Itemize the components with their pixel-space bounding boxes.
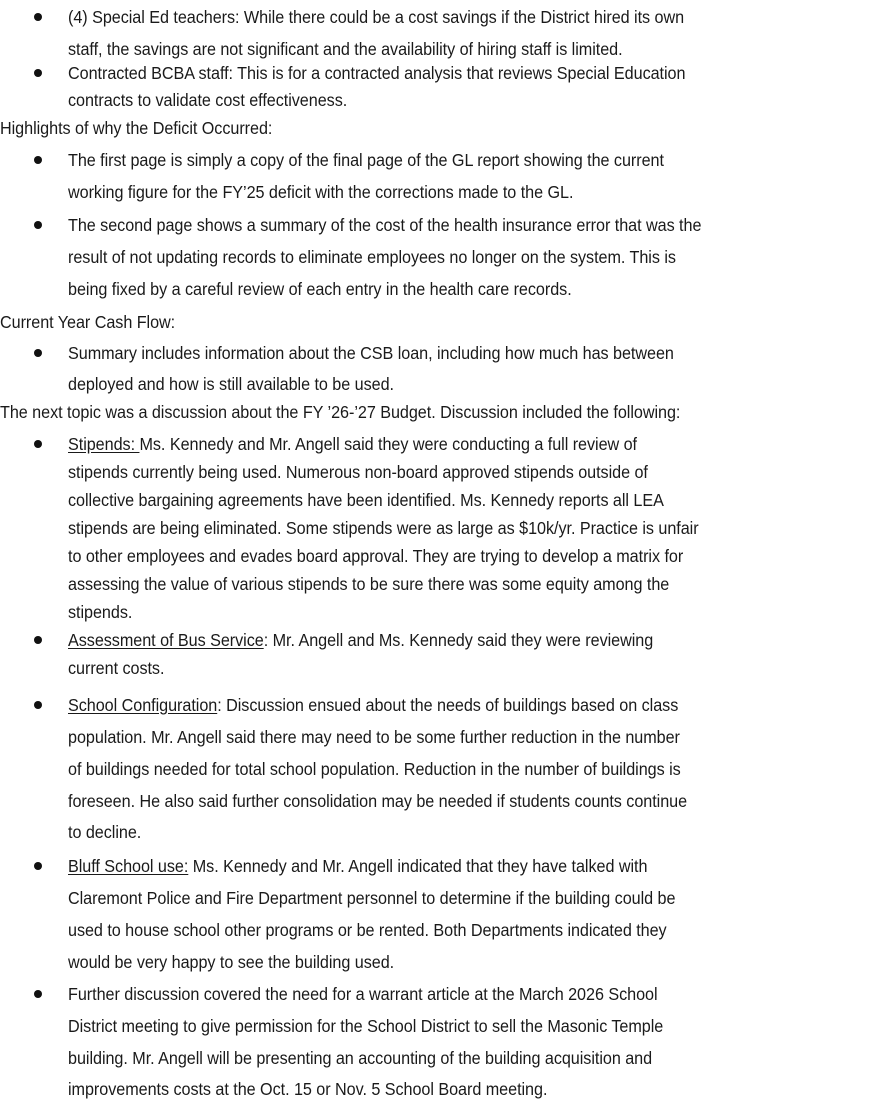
list-item-line: population. Mr. Angell said there may need to be some further reduction in the number (68, 727, 680, 747)
list-item-line: The first page is simply a copy of the final page of the GL report showing the current (68, 150, 664, 170)
list-item-line: being fixed by a careful review of each entry in the health care records. (68, 279, 572, 299)
list-item-line: stipends are being eliminated. Some stipends were as large as $10k/yr. Practice is unfair (68, 518, 699, 538)
item-text: Ms. Kennedy and Mr. Angell said they were conducting a full review of (139, 434, 638, 454)
bullet-icon (34, 13, 42, 21)
list-item-line: would be very happy to see the building used. (68, 952, 395, 972)
list-item-line (68, 432, 637, 456)
section-heading: The next topic was a discussion about the FY ’26-’27 Budget. Discussion included the following: (0, 402, 681, 422)
bullet-icon (34, 349, 42, 357)
list-item-line: result of not updating records to eliminate employees no longer on the system. This is (68, 247, 676, 267)
bullet-icon (34, 701, 42, 709)
list-item-line: to other employees and evades board approval. They are trying to develop a matrix for (68, 546, 684, 566)
list-item-line: current costs. (68, 658, 165, 678)
list-item-line (68, 628, 653, 652)
item-label-school-configuration: School Configuration (68, 695, 218, 715)
list-item-line: stipends currently being used. Numerous non-board approved stipends outside of (68, 462, 648, 482)
bullet-icon (34, 990, 42, 998)
list-item-line: contracts to validate cost effectiveness. (68, 90, 348, 110)
list-item-line: to decline. (68, 822, 142, 842)
item-label-bluff-school: Bluff School use: (68, 856, 189, 876)
item-text: Ms. Kennedy and Mr. Angell indicated that they have talked with (188, 856, 648, 876)
list-item-line: The second page shows a summary of the cost of the health insurance error that was the (68, 215, 702, 235)
list-item-line: assessing the value of various stipends to be sure there was some equity among the (68, 574, 670, 594)
list-item-line: working figure for the FY’25 deficit with the corrections made to the GL. (68, 182, 574, 202)
list-item-line: deployed and how is still available to be used. (68, 374, 394, 394)
bullet-icon (34, 636, 42, 644)
list-item-line: Claremont Police and Fire Department personnel to determine if the building could be (68, 888, 676, 908)
bullet-icon (34, 862, 42, 870)
list-item-line: of buildings needed for total school population. Reduction in the number of buildings is (68, 759, 681, 779)
list-item-line: (4) Special Ed teachers: While there could be a cost savings if the District hired its own (68, 7, 685, 27)
list-item-line: collective bargaining agreements have been identified. Ms. Kennedy reports all LEA (68, 490, 664, 510)
item-label-stipends: Stipends: (68, 434, 140, 454)
bullet-icon (34, 69, 42, 77)
bullet-icon (34, 221, 42, 229)
list-item-line: staff, the savings are not significant and the availability of hiring staff is limited. (68, 39, 623, 59)
list-item-line (68, 854, 647, 878)
item-text: : Mr. Angell and Ms. Kennedy said they were reviewing (263, 630, 654, 650)
item-text: : Discussion ensued about the needs of buildings based on class (217, 695, 679, 715)
list-item-line: Contracted BCBA staff: This is for a contracted analysis that reviews Special Education (68, 63, 686, 83)
item-label-bus-service: Assessment of Bus Service (68, 630, 264, 650)
list-item-line (68, 693, 678, 717)
section-heading: Highlights of why the Deficit Occurred: (0, 118, 273, 138)
list-item-line: improvements costs at the Oct. 15 or Nov. 5 School Board meeting. (68, 1079, 548, 1099)
section-heading: Current Year Cash Flow: (0, 312, 176, 332)
bullet-icon (34, 440, 42, 448)
list-item-line: Summary includes information about the CSB loan, including how much has between (68, 343, 674, 363)
list-item-line: Further discussion covered the need for a warrant article at the March 2026 School (68, 984, 658, 1004)
list-item-line: foreseen. He also said further consolidation may be needed if students counts continue (68, 791, 688, 811)
list-item-line: District meeting to give permission for the School District to sell the Masonic Temple (68, 1016, 664, 1036)
bullet-icon (34, 156, 42, 164)
list-item-line: stipends. (68, 602, 133, 622)
list-item-line: building. Mr. Angell will be presenting an accounting of the building acquisition and (68, 1048, 653, 1068)
list-item-line: used to house school other programs or be rented. Both Departments indicated they (68, 920, 667, 940)
